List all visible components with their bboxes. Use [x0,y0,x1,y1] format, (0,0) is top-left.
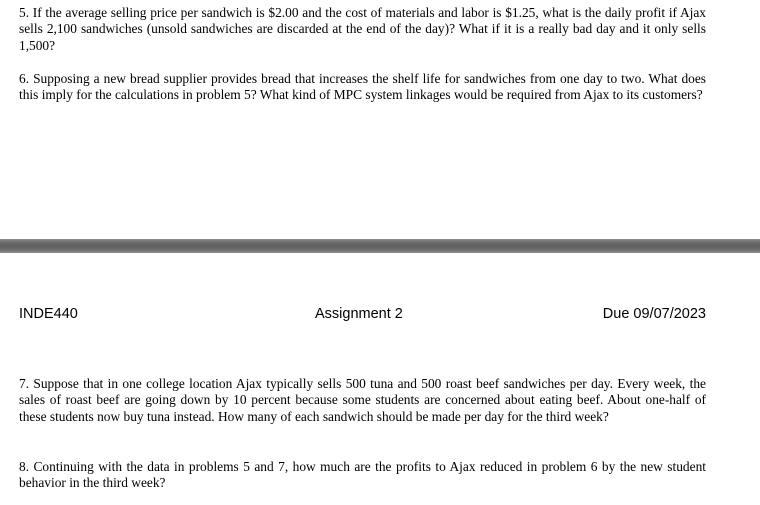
course-code: INDE440 [19,306,78,322]
page-separator [0,239,760,253]
question-8: 8. Continuing with the data in problems 5 and 7, how much are the profits to Ajax reduced in problem 6 by the new student behavior in the third week? [19,459,706,491]
question-5: 5. If the average selling price per sandwich is $2.00 and the cost of materials and labor is $1.25, what is the daily profit if Ajax sells 2,100 sandwiches (unsold sandwiches are discarded at the end of the day)? What if it is a really bad day and it only sells 1,500? [19,5,706,53]
due-date: Due 09/07/2023 [602,306,706,322]
question-7: 7. Suppose that in one college location Ajax typically sells 500 tuna and 500 roast beef sandwiches per day. Every week, the sales of roast beef are going down by 10 percent because some students are concerned about eating beef. About one-half of these students now buy tuna instead. How many of each sandwich should be made per day for the third week? [19,376,706,424]
page-header [19,306,706,326]
question-6: 6. Supposing a new bread supplier provides bread that increases the shelf life for sandwiches from one day to two. What does this imply for the calculations in problem 5? What kind of MPC system linkages would be required from Ajax to its customers? [19,71,706,103]
assignment-title: Assignment 2 [315,306,403,322]
